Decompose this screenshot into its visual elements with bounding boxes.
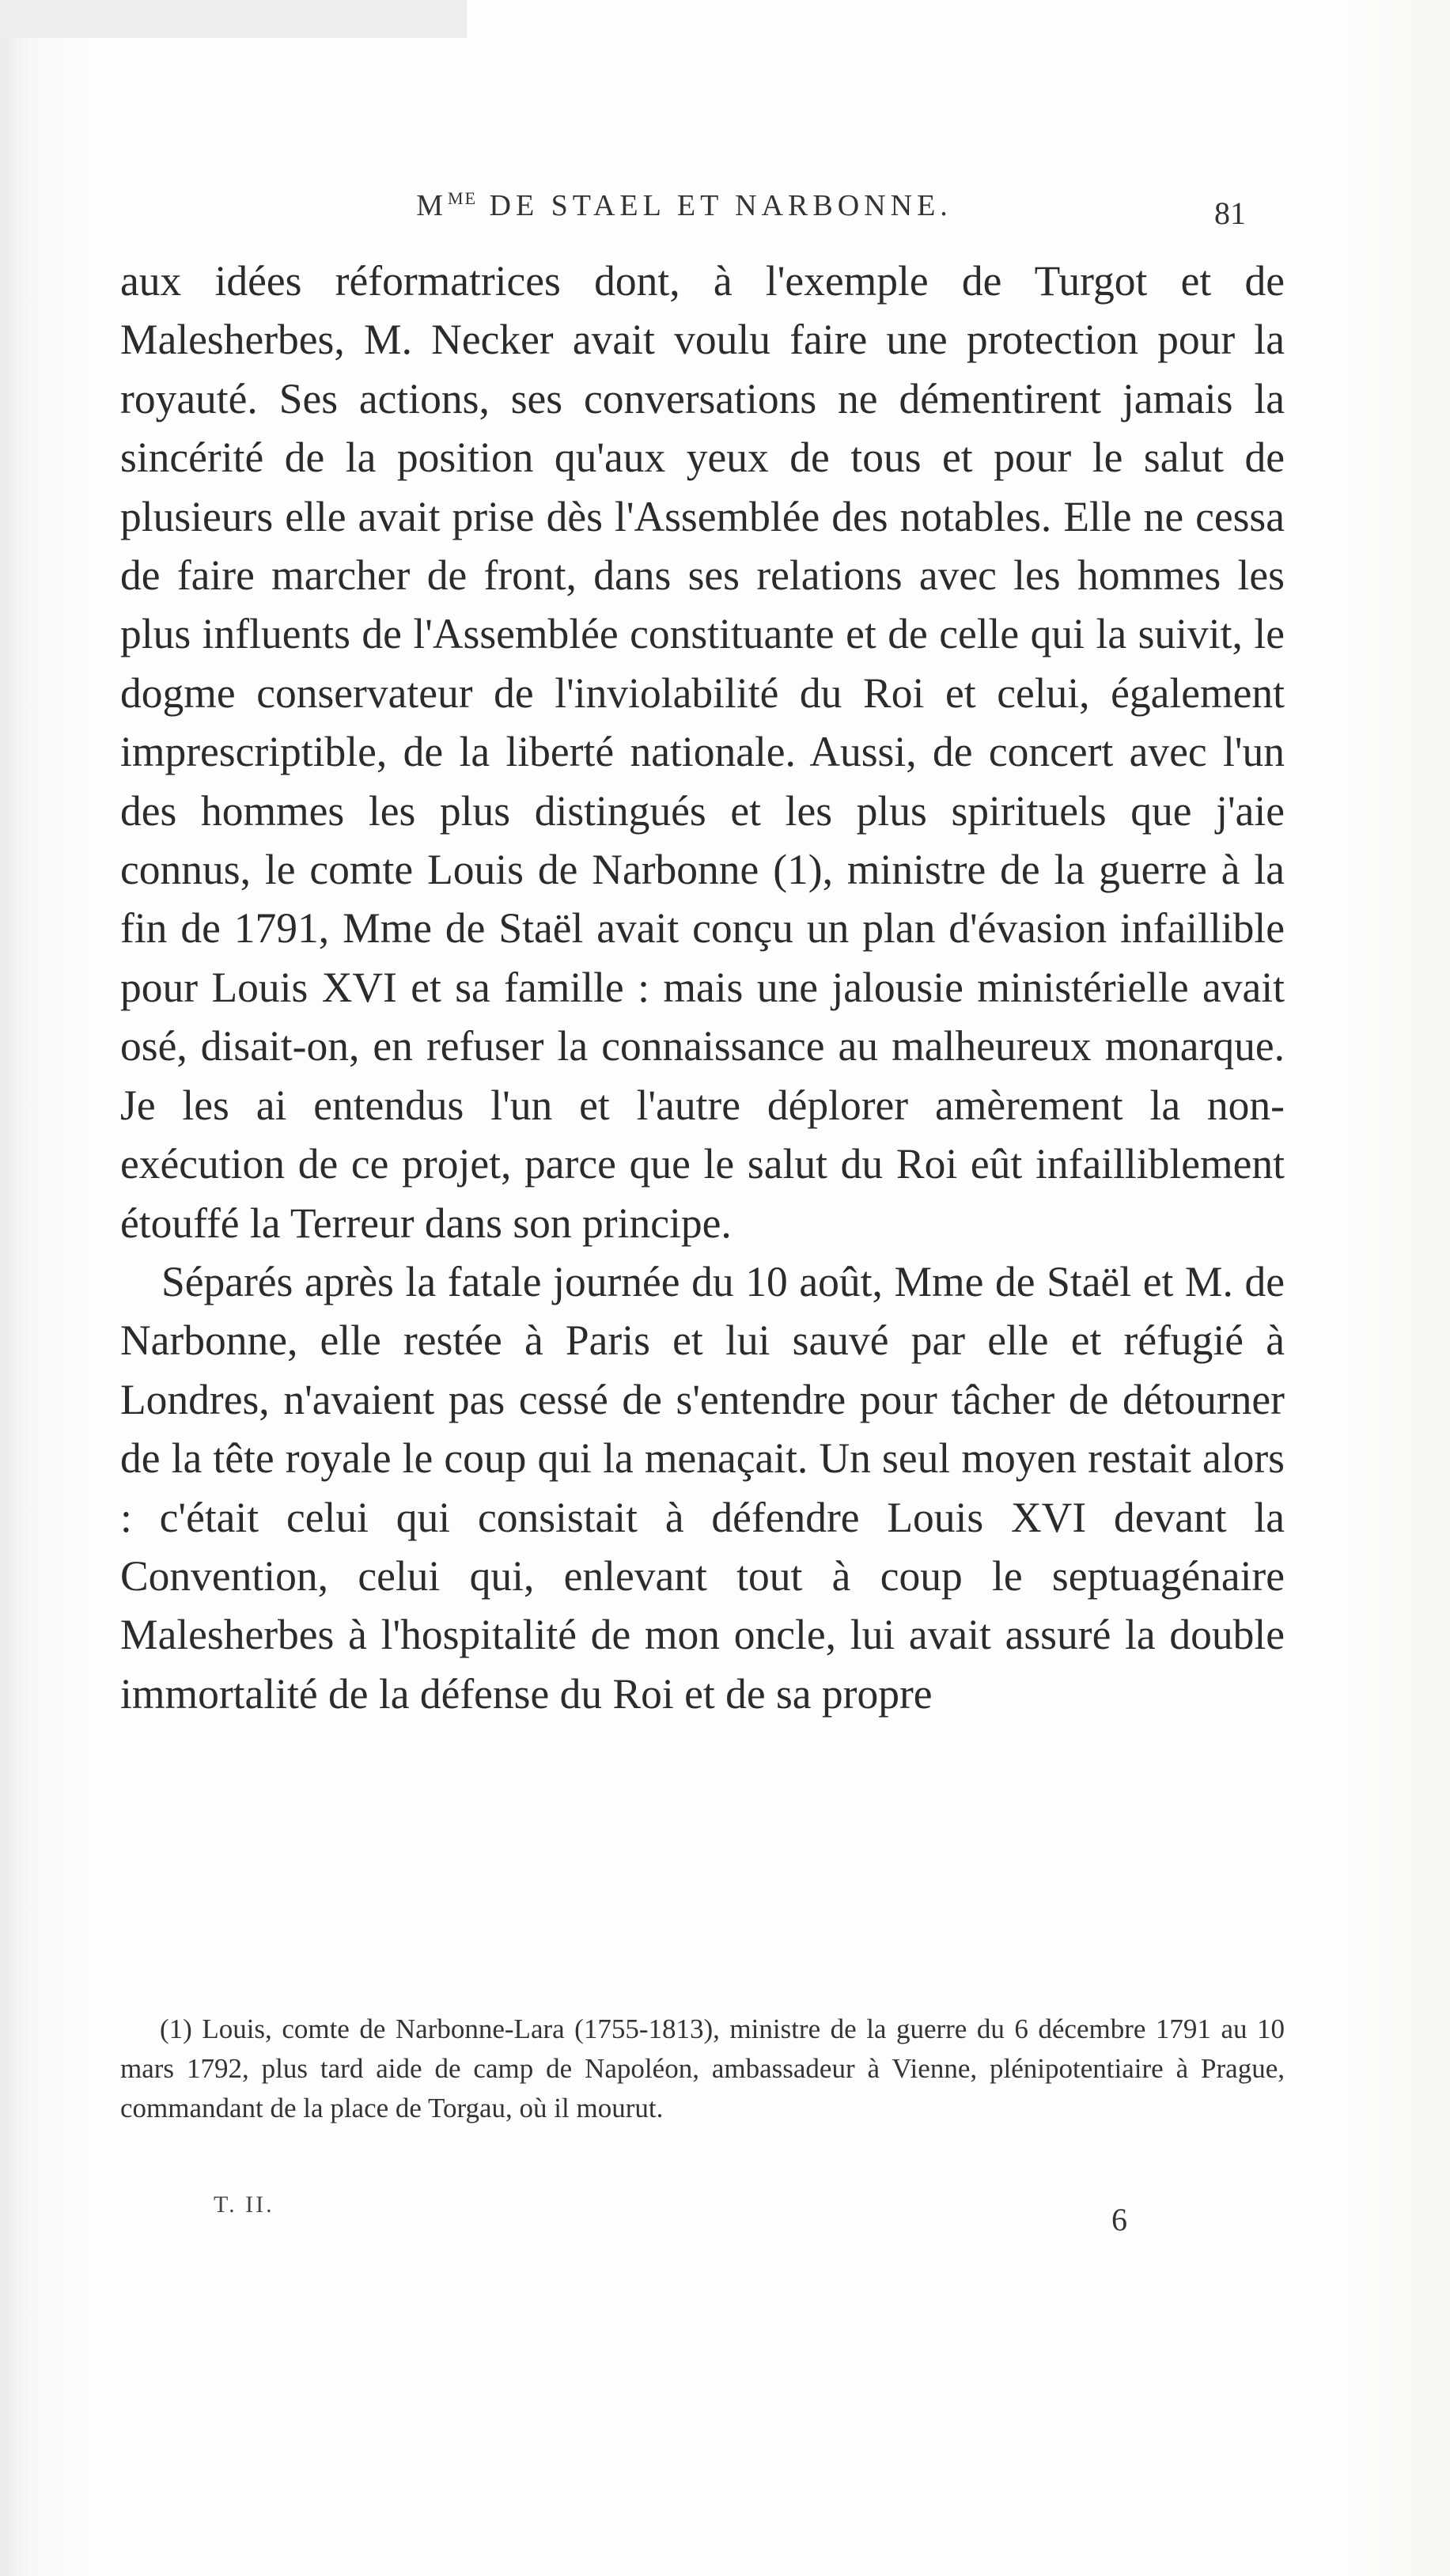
body-text	[120, 252, 1285, 1723]
running-head	[123, 188, 1246, 236]
footnote: (1) Louis, comte de Narbonne-Lara (1755-1813), ministre de la guerre du 6 décembre 1791 au 10 mars 1792, plus tard aide de camp de Napoléon, ambassadeur à Vienne, plénipotentiaire à Prague, commandant de la place de Torgau, où il mourut.	[120, 2013, 1285, 2123]
running-title-prefix: M	[416, 189, 449, 222]
running-title	[202, 188, 1167, 223]
page-number: 81	[1214, 195, 1246, 231]
scan-edge-shade	[0, 0, 467, 38]
paragraph-1: aux idées réformatrices dont, à l'exemple de Turgot et de Malesherbes, M. Necker avait voulu faire une protection pour la royauté. Ses actions, ses conversations ne démentirent jamais la sincérité de la position qu'aux yeux de tous et pour le salut de plusieurs elle avait prise dès l'Assemblée des notables. Elle ne cessa de faire marcher de front, dans ses relations avec les hommes les plus influents de l'Assemblée constituante et de celle qui la suivit, le dogme conservateur de l'inviolabilité du Roi et celui, également imprescriptible, de la liberté nationale. Aussi, de concert avec l'un des hommes les plus distingués et les plus spirituels que j'aie connus, le comte Louis de Narbonne (1), ministre de la guerre à la fin de 1791, Mme de Staël avait conçu un plan d'évasion infaillible pour Louis XVI et sa famille : mais une jalousie ministérielle avait osé, disait-on, en refuser la connaissance au malheureux monarque. Je les ai entendus l'un et l'autre déplorer amèrement la non-exécution de ce projet, parce que le salut du Roi eût infailliblement étouffé la Terreur dans son principe.	[120, 257, 1285, 1247]
paragraph-2: Séparés après la fatale journée du 10 août, Mme de Staël et M. de Narbonne, elle restée à Paris et lui sauvé par elle et réfugié à Londres, n'avaient pas cessé de s'entendre pour tâcher de détourner de la tête royale le coup qui la menaçait. Un seul moyen restait alors : c'était celui qui consistait à défendre Louis XVI devant la Convention, celui qui, enlevant tout à coup le septuagénaire Malesherbes à l'hospitalité de mon oncle, lui avait assuré la double immortalité de la défense du Roi et de sa propre	[120, 1257, 1285, 1718]
folio-number: 6	[1111, 2202, 1127, 2237]
signature-mark: T. II.	[214, 2191, 274, 2218]
running-title-superscript: ME	[448, 188, 478, 208]
running-title-text: DE STAEL ET NARBONNE.	[477, 189, 952, 222]
